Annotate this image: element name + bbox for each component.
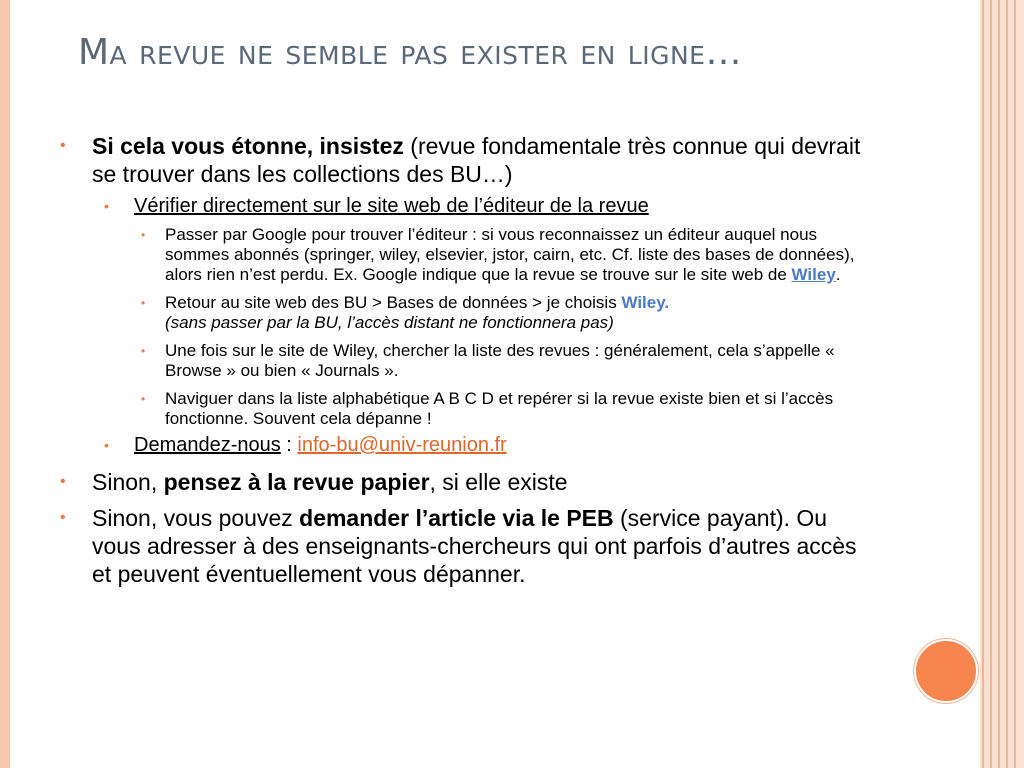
right-decorative-line xyxy=(998,0,1000,768)
bullet-insist-bold: Si cela vous étonne, insistez xyxy=(92,133,404,159)
step-browse-text: Une fois sur le site de Wiley, chercher la liste des revues : généralement, cela s’appelle « Browse » ou bien « Journals ». xyxy=(165,341,835,380)
slide-title: Ma revue ne semble pas exister en ligne… xyxy=(78,32,742,73)
step-google-text: Passer par Google pour trouver l’éditeur : si vous reconnaissez un éditeur auquel nous sommes abonnés (springer, wiley, elsevier, jstor, cairn, etc. Cf. liste des bases de données), alors rien n’est perdu. Ex. Google indique que la revue se trouve sur le site web de xyxy=(165,225,855,284)
step-google xyxy=(58,225,878,285)
bullet-peb-post: (service payant). Ou vous adresser à des enseignants-chercheurs qui ont parfois d’autres accès et peuvent éventuellement vous dépanner. xyxy=(92,505,857,587)
bullet-peb-pre: Sinon, vous pouvez xyxy=(92,505,300,531)
slide-content xyxy=(58,132,878,588)
step-bu-website-note: (sans passer par la BU, l’accès distant ne fonctionnera pas) xyxy=(165,313,614,332)
wiley-link[interactable]: Wiley xyxy=(791,265,836,284)
right-decorative-line xyxy=(982,0,984,768)
bullet-dot-icon: • xyxy=(104,437,109,453)
bullet-paper-bold: pensez à la revue papier xyxy=(163,469,430,495)
subbullet-ask-us xyxy=(58,433,878,458)
bullet-paper xyxy=(58,468,878,496)
right-decorative-line xyxy=(990,0,992,768)
bullet-insist xyxy=(58,132,878,188)
email-link[interactable]: info-bu@univ-reunion.fr xyxy=(297,434,507,456)
step-browse xyxy=(58,341,878,381)
right-decorative-line xyxy=(1014,0,1016,768)
bullet-dot-icon: • xyxy=(141,344,146,358)
step-google-end: . xyxy=(835,265,841,284)
step-alphabetical-text: Naviguer dans la liste alphabétique A B C D et repérer si la revue existe bien et si l’accès fonctionne. Souvent cela dépanne ! xyxy=(165,389,834,428)
bullet-peb-bold: demander l’article via le PEB xyxy=(299,505,614,531)
right-decorative-band xyxy=(980,0,1024,768)
wiley-choice: Wiley. xyxy=(621,293,670,312)
decorative-circle xyxy=(914,639,978,703)
bullet-dot-icon: • xyxy=(141,296,146,310)
step-alphabetical xyxy=(58,389,878,429)
bullet-dot-icon: • xyxy=(141,228,146,242)
ask-us-separator: : xyxy=(280,434,298,456)
bullet-paper-pre: Sinon, xyxy=(92,469,164,495)
subbullet-check-publisher-link[interactable]: Vérifier directement sur le site web de l’éditeur de la revue xyxy=(134,195,649,217)
subbullet-check-publisher xyxy=(58,194,878,219)
left-decorative-band xyxy=(0,0,10,768)
bullet-insist-text: (revue fondamentale très connue qui devrait se trouver dans les collections des BU…) xyxy=(92,133,861,187)
step-bu-website xyxy=(58,293,878,333)
bullet-paper-post: , si elle existe xyxy=(429,469,568,495)
bullet-peb xyxy=(58,504,878,588)
bullet-dot-icon: • xyxy=(141,392,146,406)
right-decorative-line xyxy=(1006,0,1008,768)
bullet-dot-icon: • xyxy=(60,137,66,154)
ask-us-link[interactable]: Demandez-nous xyxy=(134,434,281,456)
bullet-dot-icon: • xyxy=(104,198,109,214)
step-bu-website-text: Retour au site web des BU > Bases de données > je choisis xyxy=(165,293,622,312)
bullet-dot-icon: • xyxy=(60,473,66,490)
bullet-dot-icon: • xyxy=(60,509,66,526)
